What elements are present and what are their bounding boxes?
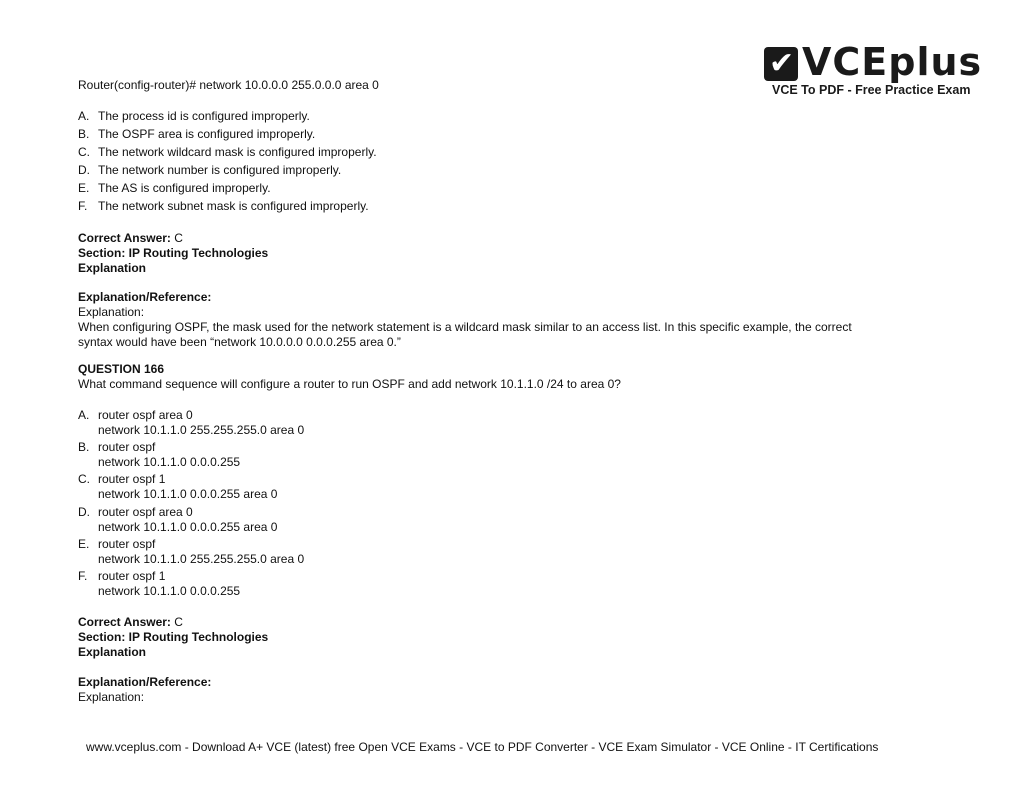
answer-option: F. router ospf 1 network 10.1.1.0 0.0.0.255 — [78, 569, 241, 598]
reference-subheading: Explanation: — [78, 690, 145, 704]
answer-option: B. The OSPF area is configured improperly. — [78, 127, 316, 141]
correct-answer: Correct Answer: C — [78, 231, 183, 245]
answer-option: C. The network wildcard mask is configured improperly. — [78, 145, 377, 159]
logo-tagline: VCE To PDF - Free Practice Exam — [772, 83, 971, 97]
page-footer: www.vceplus.com - Download A+ VCE (latest) free Open VCE Exams - VCE to PDF Converter - VCE Exam Simulator - VCE Online - IT Certifications — [86, 740, 879, 754]
section-label: Section: IP Routing Technologies — [78, 246, 269, 260]
answer-option: D. The network number is configured improperly. — [78, 163, 342, 177]
reference-heading: Explanation/Reference: — [78, 290, 212, 304]
answer-option: F. The network subnet mask is configured improperly. — [78, 199, 369, 213]
answer-option: E. router ospf network 10.1.1.0 255.255.255.0 area 0 — [78, 537, 305, 566]
answer-option: B. router ospf network 10.1.1.0 0.0.0.255 — [78, 440, 241, 469]
reference-text: When configuring OSPF, the mask used for the network statement is a wildcard mask similar to an access list. In this specific example, the correct — [78, 320, 852, 334]
question-title: QUESTION 166 — [78, 362, 165, 376]
correct-answer: Correct Answer: C — [78, 615, 183, 629]
command-line: Router(config-router)# network 10.0.0.0 255.0.0.0 area 0 — [78, 78, 379, 92]
answer-option: C. router ospf 1 network 10.1.1.0 0.0.0.255 area 0 — [78, 472, 278, 501]
checkmark-icon: ✔ — [764, 47, 798, 81]
explanation-heading: Explanation — [78, 261, 147, 275]
answer-option: D. router ospf area 0 network 10.1.1.0 0.0.0.255 area 0 — [78, 505, 278, 534]
reference-heading: Explanation/Reference: — [78, 675, 212, 689]
answer-option: A. router ospf area 0 network 10.1.1.0 255.255.255.0 area 0 — [78, 408, 305, 437]
reference-subheading: Explanation: — [78, 305, 145, 319]
explanation-heading: Explanation — [78, 645, 147, 659]
vceplus-logo — [764, 40, 992, 100]
answer-option: A. The process id is configured improperly. — [78, 109, 310, 123]
logo-name: VCEplus — [802, 40, 983, 84]
answer-option: E. The AS is configured improperly. — [78, 181, 271, 195]
section-label: Section: IP Routing Technologies — [78, 630, 269, 644]
reference-text: syntax would have been “network 10.0.0.0 0.0.0.255 area 0.” — [78, 335, 401, 349]
question-text: What command sequence will configure a router to run OSPF and add network 10.1.1.0 /24 to area 0? — [78, 377, 621, 391]
